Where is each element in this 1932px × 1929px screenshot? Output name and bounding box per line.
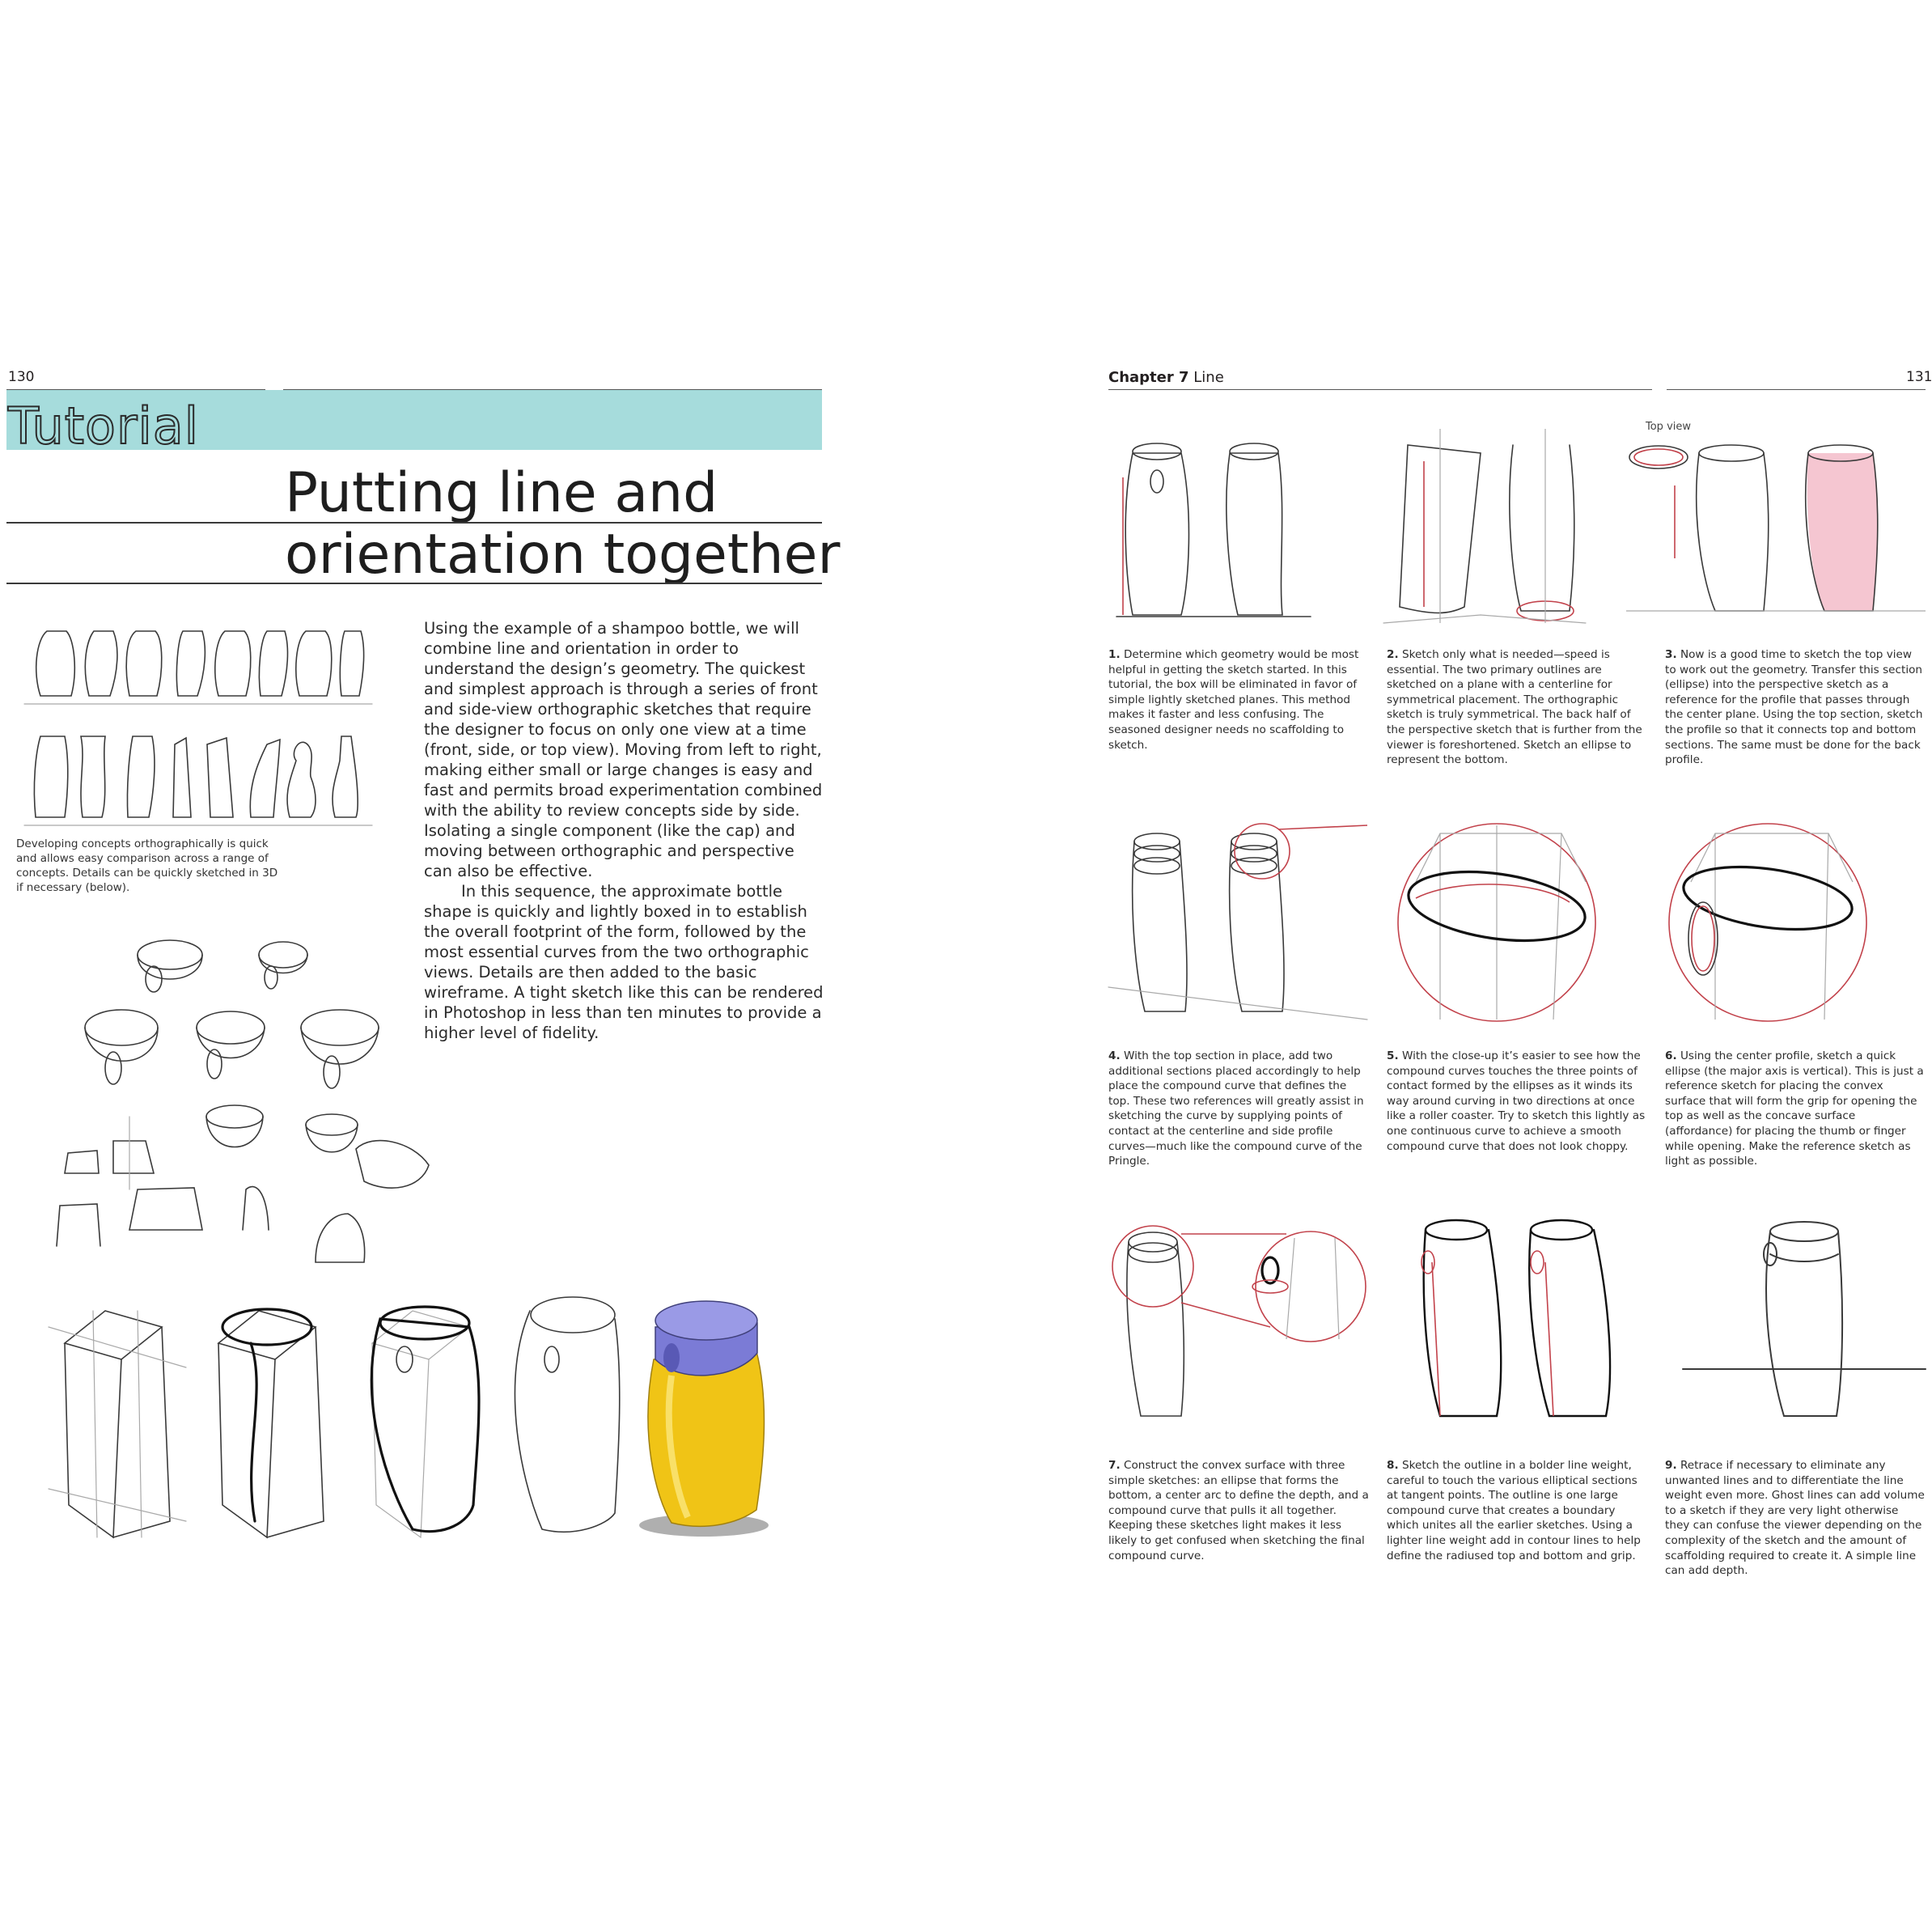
intro-text (424, 618, 824, 1043)
step-number: 8. (1387, 1459, 1399, 1472)
step-text: Now is a good time to sketch the top view to work out the geometry. Transfer this section (ellipse) into the perspective sketch as a reference for the profile that passes through the center plane. Using the top section, sketch the profile so that it connects top and bottom sections. The same must be done for the back profile. (1665, 648, 1923, 767)
step-7-caption (1108, 1458, 1369, 1563)
chapter-heading (1108, 369, 1224, 386)
step-1-illustration (1116, 429, 1311, 631)
step-1-caption (1108, 647, 1369, 753)
step-text: Sketch only what is needed—speed is essential. The two primary outlines are sketched on a plane with a centerline for symmetrical placement. The orthographic sketch is truly symmetrical. The back half of the perspective sketch that is further from the viewer is foreshortened. Sketch an ellipse to represent the bottom. (1387, 648, 1642, 767)
step-text: Determine which geometry would be most helpful in getting the sketch started. In this tutorial, the box will be eliminated in favor of simple lightly sketched planes. This method makes it faster and less confusing. The seasoned designer needs no scaffolding to sketch. (1108, 648, 1359, 752)
step-number: 3. (1665, 648, 1677, 661)
bottle-progression-illustration (49, 1278, 615, 1545)
step-text: With the top section in place, add two additional sections placed accordingly to help place the compound curve that defines the top. These two references will greatly assist in sketching the curve by supplying points of contact at the centerline and side profile curves—much like the compound curve of the Pringle. (1108, 1049, 1364, 1168)
step-8-illustration (1408, 1214, 1650, 1432)
cap-concepts-illustration (49, 922, 437, 1270)
step-text: With the close-up it’s easier to see how the compound curves touches the three points of contact formed by the ellipses as it winds its way around curving in two directions at once like a roller coaster. Try to sketch this lightly as one continuous curve to achieve a smooth compound curve that does not look choppy. (1387, 1049, 1646, 1153)
step-9-caption (1665, 1458, 1926, 1579)
page-number-left: 130 (8, 369, 35, 385)
title-rule-2 (6, 583, 822, 584)
concepts-caption: Developing concepts orthographically is quick and allows easy comparison across a range of concepts. Details can be quickly sketched in 3D if necessary (below). (16, 837, 278, 894)
step-text: Construct the convex surface with three simple sketches: an ellipse that forms the bottom, a center arc to define the depth, and a compound curve that pulls it all together. Keeping these sketches light makes it less likely to get confused when sketching the final compound curve. (1108, 1459, 1369, 1562)
step-9-illustration (1683, 1214, 1929, 1432)
header-rule-left (1108, 389, 1652, 390)
step-number: 5. (1387, 1049, 1399, 1062)
step-2-illustration (1383, 429, 1650, 631)
step-number: 2. (1387, 648, 1399, 661)
page-number-right: 131 (1906, 369, 1932, 385)
step-6-illustration (1667, 817, 1869, 1036)
step-3-caption (1665, 647, 1926, 768)
step-number: 9. (1665, 1459, 1677, 1472)
step-2-caption (1387, 647, 1647, 768)
step-4-caption (1108, 1049, 1369, 1169)
step-text: Retrace if necessary to eliminate any unwanted lines and to differentiate the line weight even more. Ghost lines can add volume to a sketch if they are very light otherwise they can confuse the viewer depending on the complexity of the sketch and the amount of scaffolding required to create it. A simple line can add depth. (1665, 1459, 1925, 1578)
step-3-illustration (1626, 437, 1926, 631)
header-rule-right (1667, 389, 1926, 390)
step-7-illustration (1108, 1206, 1367, 1432)
step-5-illustration (1392, 817, 1594, 1036)
intro-paragraph-2: In this sequence, the approximate bottle shape is quickly and lightly boxed in to establish the overall footprint of the form, followed by the most essential curves from the two orthographic views. Details are then added to the basic wireframe. A tight sketch like this can be rendered in Photoshop in less than ten minutes to provide a higher level of fidelity. (424, 882, 824, 1042)
top-view-label: Top view (1646, 421, 1692, 433)
step-number: 6. (1665, 1049, 1677, 1062)
orthographic-concepts-illustration (24, 623, 372, 825)
step-8-caption (1387, 1458, 1647, 1563)
step-text: Using the center profile, sketch a quick ellipse (the major axis is vertical). This is just a reference sketch for placing the convex surface that will form the grip for opening the top as well as the concave surface (affordance) for placing the thumb or finger while opening. Make the reference sketch as light as possible. (1665, 1049, 1924, 1168)
step-text: Sketch the outline in a bolder line weight, careful to touch the various elliptical sections at tangent points. The outline is one large compound curve that creates a boundary which unites all the earlier sketches. Using a lighter line weight add in contour lines to help define the radiused top and bottom and grip. (1387, 1459, 1641, 1562)
step-number: 7. (1108, 1459, 1121, 1472)
step-number: 4. (1108, 1049, 1121, 1062)
rendered-bottle-illustration (639, 1295, 777, 1537)
banner-rule-right (283, 389, 822, 390)
step-5-caption (1387, 1049, 1647, 1154)
chapter-title: Line (1193, 369, 1224, 386)
section-label: Tutorial (8, 396, 199, 456)
step-4-illustration (1108, 825, 1375, 1028)
page-title-line-2: orientation together (285, 523, 841, 587)
chapter-label: Chapter 7 (1108, 369, 1189, 386)
page-title-line-1: Putting line and (285, 461, 718, 525)
intro-paragraph-1: Using the example of a shampoo bottle, we will combine line and orientation in order to understand the design’s geometry. The quickest and simplest approach is through a series of front and side-view orthographic sketches that require the designer to focus on only one view at a time (front, side, or top view). Moving from left to right, making either small or large changes is easy and fast and permits broad experimentation combined with the ability to review concepts side by side. Isolating a single component (like the cap) and moving between orthographic and perspective can also be effective. (424, 619, 823, 880)
step-6-caption (1665, 1049, 1926, 1169)
banner-rule-left (6, 389, 265, 390)
step-number: 1. (1108, 648, 1121, 661)
